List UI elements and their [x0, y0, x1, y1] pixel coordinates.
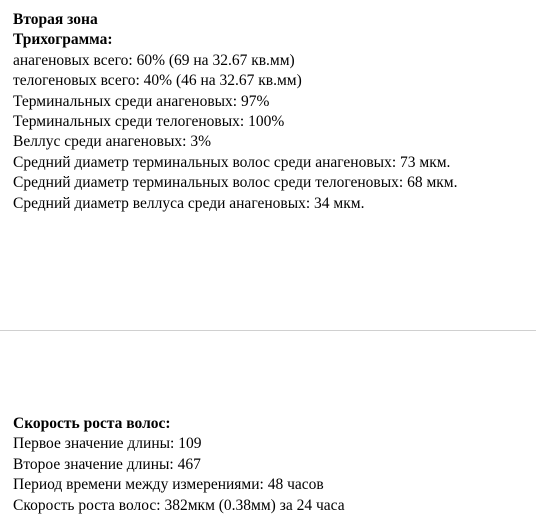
terminal-anagen-diameter-line: Средний диаметр терминальных волос среди анагеновых: 73 мкм. — [13, 153, 451, 171]
anagen-total-line: анагеновых всего: 60% (69 на 32.67 кв.мм) — [13, 51, 295, 69]
time-period-line: Период времени между измерениями: 48 часов — [13, 476, 324, 494]
trichogram-heading: Трихограмма: — [13, 31, 113, 49]
growth-rate-heading: Скорость роста волос: — [13, 415, 171, 432]
terminal-telogen-line: Терминальных среди телогеновых: 100% — [13, 113, 285, 131]
trichogram-section — [13, 10, 536, 214]
growth-rate-result-line: Скорость роста волос: 382мкм (0.38мм) за 24 часа — [13, 496, 345, 514]
zone-title: Вторая зона — [13, 11, 98, 28]
section-divider — [0, 330, 536, 331]
vellus-diameter-line: Средний диаметр веллуса среди анагеновых: 34 мкм. — [13, 194, 365, 212]
vellus-anagen-line: Веллус среди анагеновых: 3% — [13, 133, 212, 151]
second-length-line: Второе значение длины: 467 — [13, 455, 201, 473]
first-length-line: Первое значение длины: 109 — [13, 435, 202, 453]
terminal-anagen-line: Терминальных среди анагеновых: 97% — [13, 92, 270, 110]
terminal-telogen-diameter-line: Средний диаметр терминальных волос среди телогеновых: 68 мкм. — [13, 174, 458, 192]
growth-rate-section — [13, 414, 536, 516]
telogen-total-line: телогеновых всего: 40% (46 на 32.67 кв.мм) — [13, 72, 302, 90]
